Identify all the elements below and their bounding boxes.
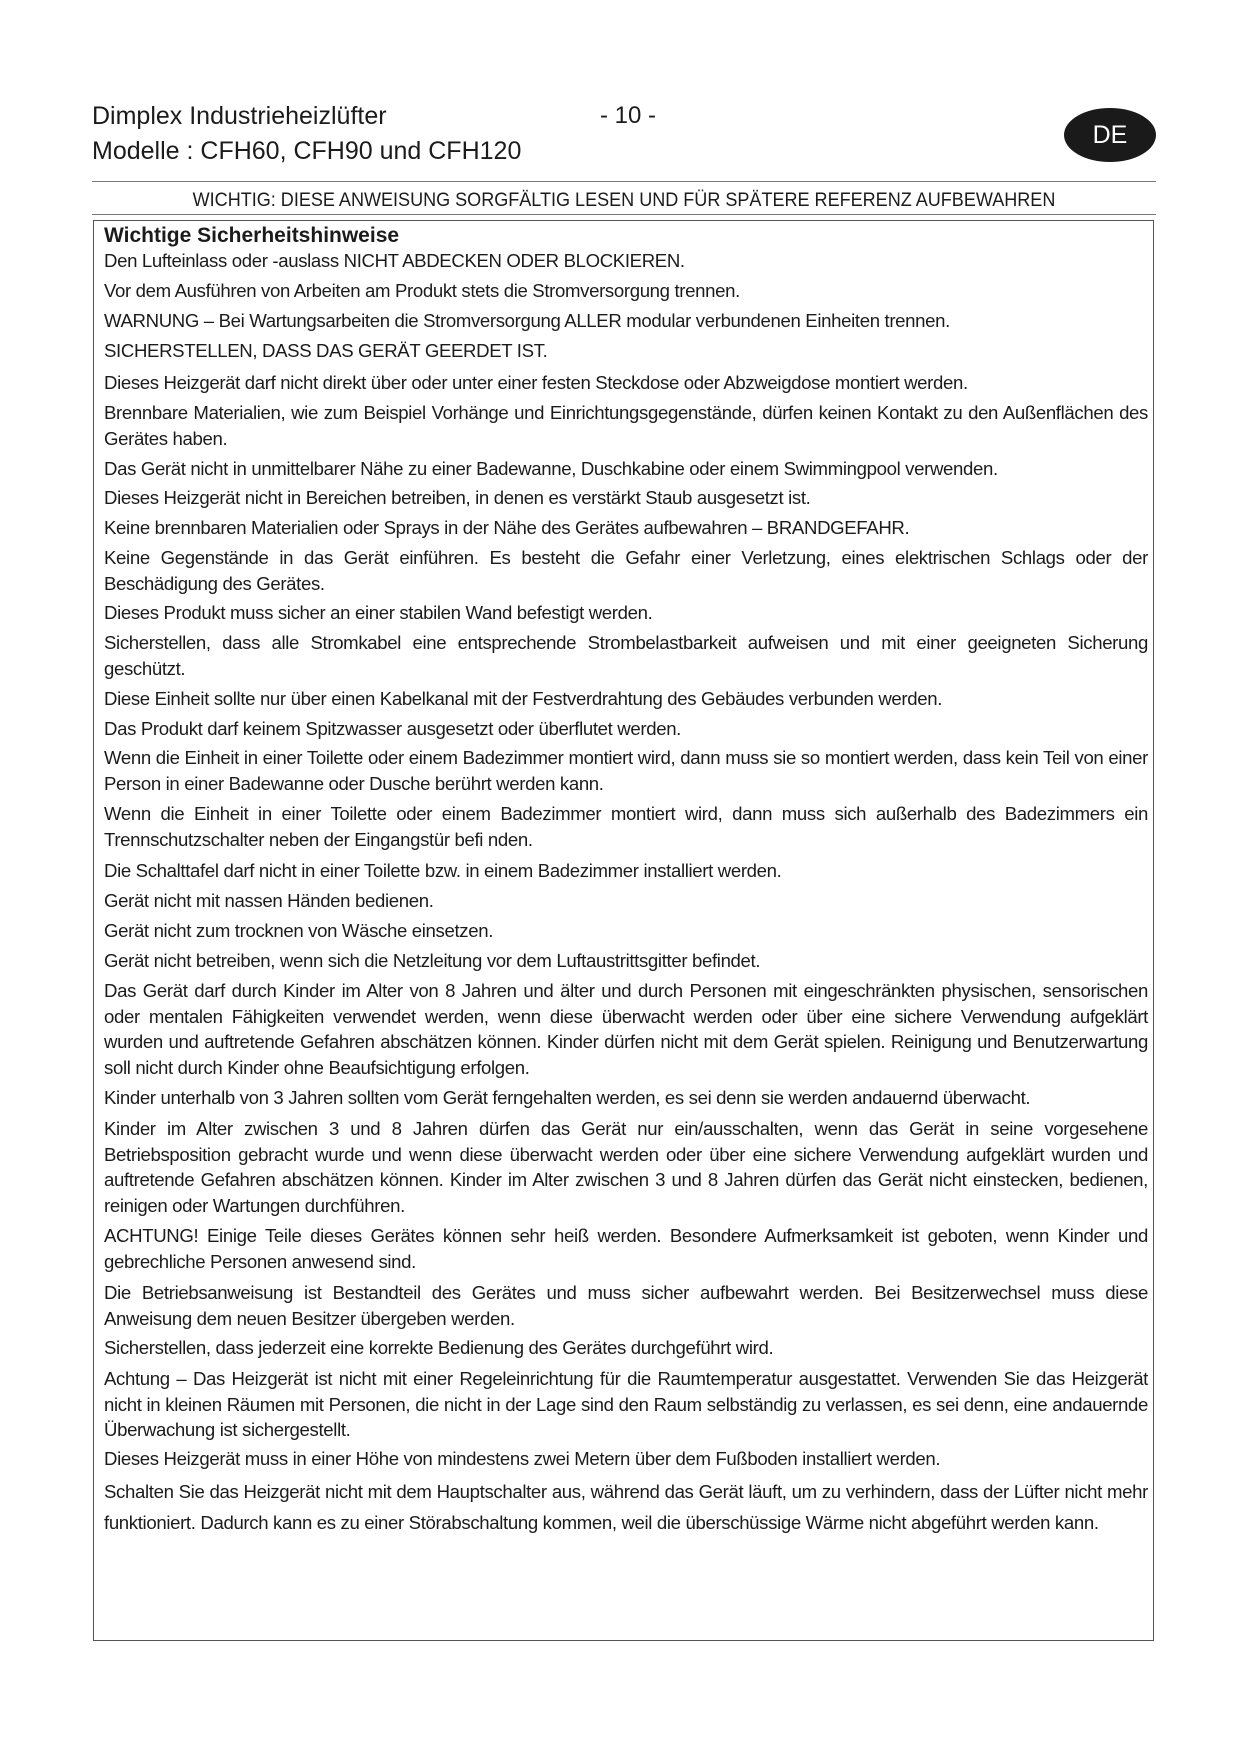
safety-item: WARNUNG – Bei Wartungsarbeiten die Stromversorgung ALLER modular verbundenen Einheiten trennen.: [104, 310, 950, 331]
safety-item: Den Lufteinlass oder -auslass NICHT ABDECKEN ODER BLOCKIEREN.: [104, 250, 685, 271]
safety-item: Sicherstellen, dass jederzeit eine korrekte Bedienung des Gerätes durchgeführt wird.: [104, 1337, 774, 1358]
safety-item: Die Schalttafel darf nicht in einer Toilette bzw. in einem Badezimmer installiert werden.: [104, 860, 782, 881]
safety-item: Dieses Heizgerät nicht in Bereichen betreiben, in denen es verstärkt Staub ausgesetzt ist.: [104, 487, 811, 508]
safety-item: Dieses Heizgerät muss in einer Höhe von mindestens zwei Metern über dem Fußboden installiert werden.: [104, 1448, 941, 1469]
safety-item: ACHTUNG! Einige Teile dieses Gerätes können sehr heiß werden. Besondere Aufmerksamkeit ist geboten, wenn Kinder und gebrechliche Personen anwesend sind.: [104, 1225, 1148, 1272]
safety-item: Das Gerät nicht in unmittelbarer Nähe zu einer Badewanne, Duschkabine oder einem Swimmingpool verwenden.: [104, 458, 998, 479]
safety-item: Brennbare Materialien, wie zum Beispiel Vorhänge und Einrichtungsgegenstände, dürfen keinen Kontakt zu den Außenflächen des Gerätes haben.: [104, 402, 1148, 449]
safety-item: Diese Einheit sollte nur über einen Kabelkanal mit der Festverdrahtung des Gebäudes verbunden werden.: [104, 688, 943, 709]
safety-item: Dieses Produkt muss sicher an einer stabilen Wand befestigt werden.: [104, 602, 653, 623]
safety-item: Die Betriebsanweisung ist Bestandteil des Gerätes und muss sicher aufbewahrt werden. Bei Besitzerwechsel muss diese Anweisung dem neuen Besitzer übergeben werden.: [104, 1282, 1148, 1329]
safety-item: Kinder unterhalb von 3 Jahren sollten vom Gerät ferngehalten werden, es sei denn sie werden andauernd überwacht.: [104, 1087, 1031, 1108]
safety-item: Gerät nicht mit nassen Händen bedienen.: [104, 890, 434, 911]
important-notice: WICHTIG: DIESE ANWEISUNG SORGFÄLTIG LESEN UND FÜR SPÄTERE REFERENZ AUFBEWAHREN: [192, 189, 1056, 211]
safety-item: Wenn die Einheit in einer Toilette oder einem Badezimmer montiert wird, dann muss sie so montiert werden, dass kein Teil von einer Person in einer Badewanne oder Dusche berührt werden kann.: [104, 747, 1148, 794]
safety-item: Gerät nicht betreiben, wenn sich die Netzleitung vor dem Luftaustrittsgitter befindet.: [104, 950, 761, 971]
section-title: Wichtige Sicherheitshinweise: [104, 224, 400, 247]
safety-item: Dieses Heizgerät darf nicht direkt über oder unter einer festen Steckdose oder Abzweigdose montiert werden.: [104, 372, 968, 393]
safety-item: Keine Gegenstände in das Gerät einführen. Es besteht die Gefahr einer Verletzung, eines elektrischen Schlags oder der Beschädigung des Gerätes.: [104, 547, 1148, 594]
header-rule-top: [92, 181, 1156, 182]
safety-item: Achtung – Das Heizgerät ist nicht mit einer Regeleinrichtung für die Raumtemperatur ausgestattet. Verwenden Sie das Heizgerät nicht in kleinen Räumen mit Personen, die nicht in der Lage sind den Raum selbständig zu verlassen, es sei denn, eine andauernde Überwachung ist sichergestellt.: [104, 1368, 1148, 1440]
language-badge: DE: [1064, 108, 1156, 162]
safety-item: Das Produkt darf keinem Spitzwasser ausgesetzt oder überflutet werden.: [104, 718, 682, 739]
safety-item: SICHERSTELLEN, DASS DAS GERÄT GEERDET IST.: [104, 340, 548, 361]
safety-item: Wenn die Einheit in einer Toilette oder einem Badezimmer montiert wird, dann muss sich außerhalb des Badezimmers ein Trennschutzschalter neben der Eingangstür befi nden.: [104, 803, 1148, 850]
safety-item: Vor dem Ausführen von Arbeiten am Produkt stets die Stromversorgung trennen.: [104, 280, 740, 301]
header-rule-bottom: [92, 214, 1156, 215]
safety-item: Kinder im Alter zwischen 3 und 8 Jahren dürfen das Gerät nur ein/ausschalten, wenn das Gerät in seine vorgesehene Betriebsposition gebracht wurde und wenn diese überwacht werden oder über eine sichere Verwendung aufgeklärt wurden und auftretende Gefahren abschätzen können. Kinder im Alter zwischen 3 und 8 Jahren dürfen das Gerät nicht einstecken, bedienen, reinigen oder Wartungen durchführen.: [104, 1118, 1148, 1216]
safety-item: Das Gerät darf durch Kinder im Alter von 8 Jahren und älter und durch Personen mit eingeschränkten physischen, sensorischen oder mentalen Fähigkeiten verwendet werden, wenn diese überwacht werden oder über eine sichere Verwendung aufgeklärt wurden und auftretende Gefahren abschätzen können. Kinder dürfen nicht mit dem Gerät spielen. Reinigung und Benutzerwartung soll nicht durch Kinder ohne Beaufsichtigung erfolgen.: [104, 980, 1148, 1078]
safety-item: Keine brennbaren Materialien oder Sprays in der Nähe des Gerätes aufbewahren – BRANDGEFAHR.: [104, 517, 910, 538]
safety-item: Sicherstellen, dass alle Stromkabel eine entsprechende Strombelastbarkeit aufweisen und mit einer geeigneten Sicherung geschützt.: [104, 632, 1148, 679]
safety-item: Gerät nicht zum trocknen von Wäsche einsetzen.: [104, 920, 494, 941]
document-title: Dimplex Industrieheizlüfter: [92, 102, 387, 130]
safety-item: Schalten Sie das Heizgerät nicht mit dem Hauptschalter aus, während das Gerät läuft, um zu verhindern, dass der Lüfter nicht mehr funktioniert. Dadurch kann es zu einer Störabschaltung kommen, weil die überschüssige Wärme nicht abgeführt werden kann.: [104, 1481, 1148, 1533]
page-number: - 10 -: [600, 102, 657, 129]
model-list: Modelle : CFH60, CFH90 und CFH120: [92, 137, 522, 165]
